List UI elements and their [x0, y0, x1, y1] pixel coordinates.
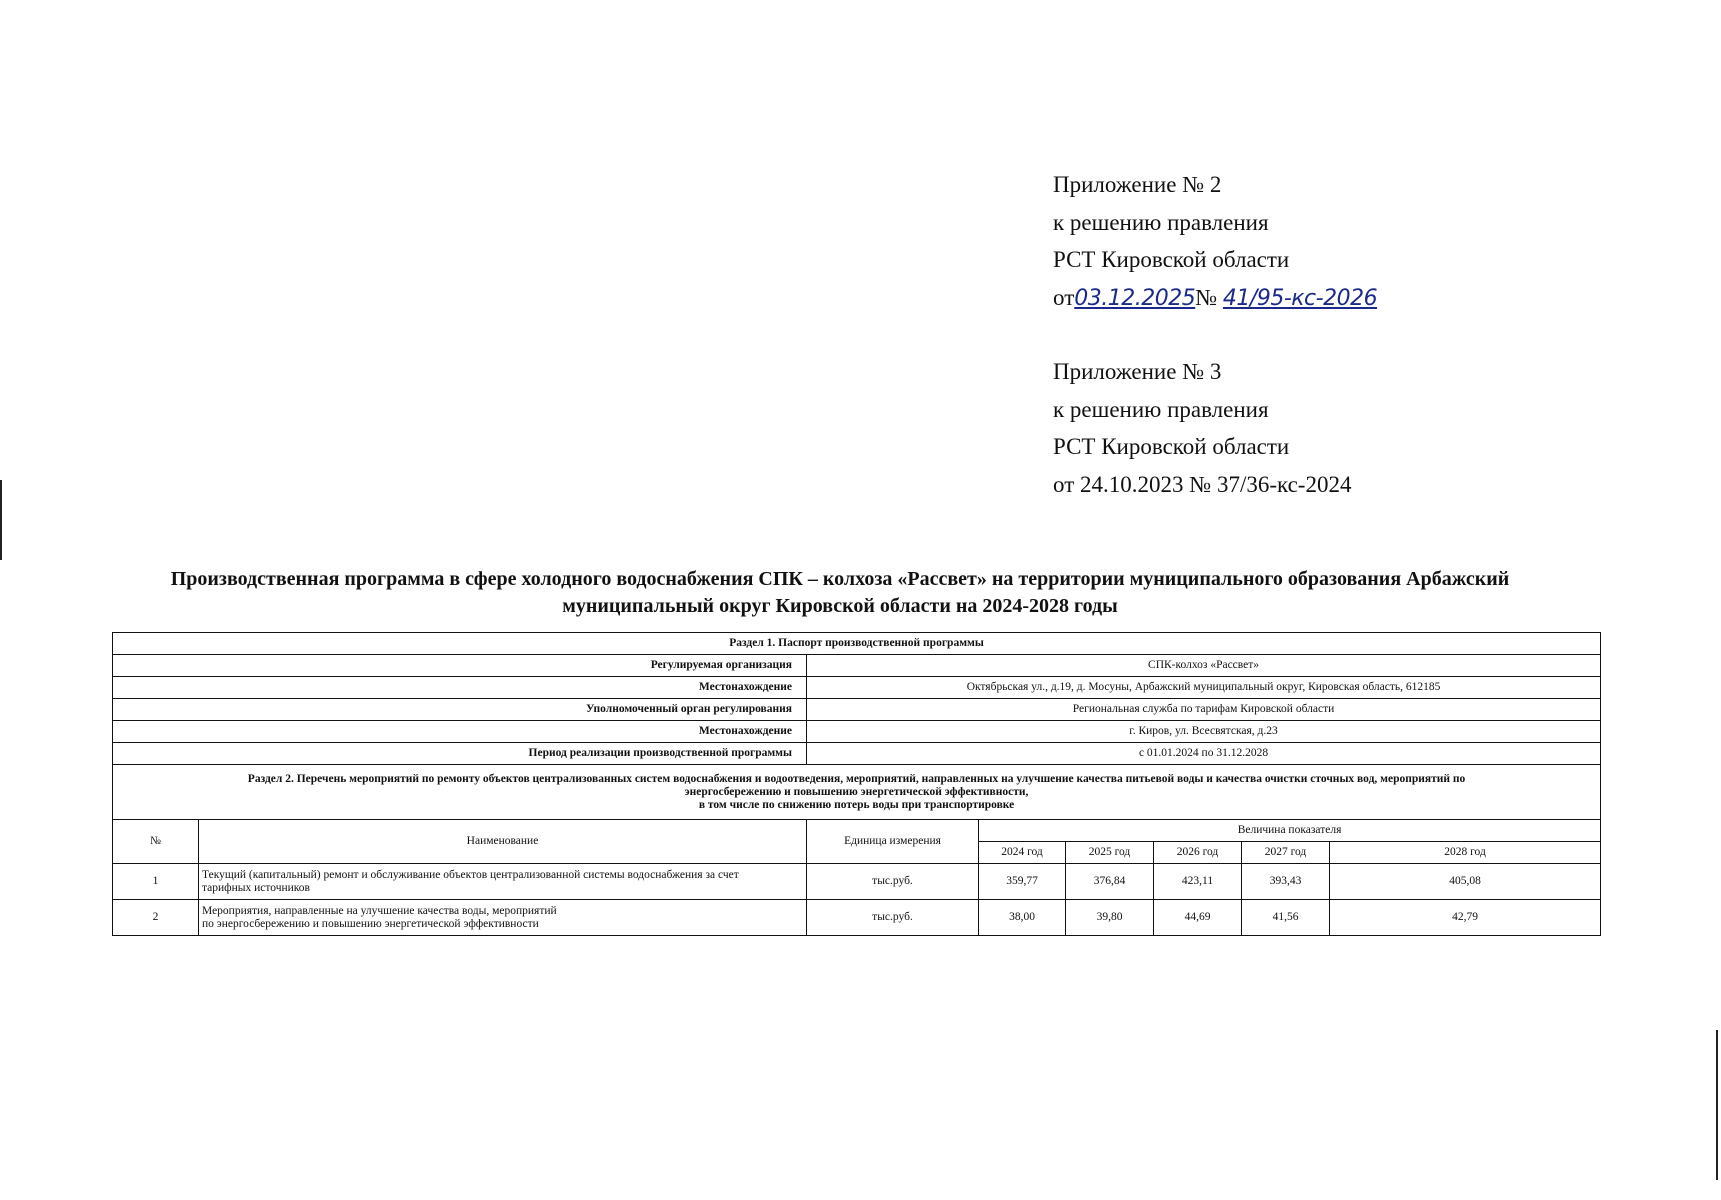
- measures-header-row: [113, 820, 1601, 842]
- value-cell: 393,43: [1242, 864, 1330, 900]
- passport-value: Региональная служба по тарифам Кировской области: [807, 699, 1601, 721]
- column-header-unit: Единица измерения: [807, 820, 979, 864]
- value-cell: 38,00: [979, 900, 1066, 936]
- passport-row: [113, 699, 1601, 721]
- passport-value: г. Киров, ул. Всесвятская, д.23: [807, 721, 1601, 743]
- attachment-2-title: Приложение № 2: [1053, 172, 1222, 197]
- value-cell: 42,79: [1330, 900, 1601, 936]
- attachment-3-block: [1053, 353, 1351, 503]
- value-cell: 39,80: [1066, 900, 1154, 936]
- attachment-3-decision: к решению правления: [1053, 396, 1269, 422]
- measure-unit: тыс.руб.: [807, 900, 979, 936]
- value-cell: 376,84: [1066, 864, 1154, 900]
- column-header-value: Величина показателя: [979, 820, 1601, 842]
- table-row: [113, 900, 1601, 936]
- section-2-heading-row: [113, 765, 1601, 820]
- passport-row: [113, 655, 1601, 677]
- row-number: 1: [113, 864, 199, 900]
- attachment-2-authority: РСТ Кировской области: [1053, 247, 1290, 272]
- value-cell: 405,08: [1330, 864, 1601, 900]
- attachment-3-date-number: от 24.10.2023 № 37/36-кс-2024: [1053, 471, 1352, 497]
- attachment-3-authority: РСТ Кировской области: [1053, 434, 1290, 459]
- document-title: [140, 566, 1540, 620]
- document-title-line-1: Производственная программа в сфере холодного водоснабжения СПК – колхоза «Рассвет» на территории муниципального образования Арбажский: [170, 568, 1510, 590]
- section-2-heading-line-1: Раздел 2. Перечень мероприятий по ремонту объектов централизованных систем водоснабжения и водоотведения, мероприятий, направленных на улучшение качества питьевой воды и качества очистки сточных вод, мероприятий по: [247, 772, 1466, 785]
- handwritten-number: 41/95-кс-2026: [1222, 285, 1378, 311]
- handwritten-date: 03.12.2025: [1074, 285, 1196, 311]
- section-2-heading-line-3: в том числе по снижению потерь воды при транспортировке: [698, 798, 1015, 811]
- section-2-heading-line-2: энергосбережению и повышению энергетической эффективности,: [684, 785, 1029, 798]
- passport-label: Регулируемая организация: [113, 655, 807, 677]
- from-prefix: от: [1053, 284, 1075, 310]
- value-cell: 423,11: [1154, 864, 1242, 900]
- production-program-table: [112, 632, 1601, 936]
- value-cell: 359,77: [979, 864, 1066, 900]
- passport-label: Уполномоченный орган регулирования: [113, 699, 807, 721]
- passport-label: Местонахождение: [113, 677, 807, 699]
- value-cell: 44,69: [1154, 900, 1242, 936]
- row-number: 2: [113, 900, 199, 936]
- column-header-number: №: [113, 820, 199, 864]
- measure-name: [199, 864, 807, 900]
- year-header: 2025 год: [1066, 842, 1154, 864]
- column-header-name: Наименование: [199, 820, 807, 864]
- table-row: [113, 864, 1601, 900]
- section-1-heading-row: [113, 633, 1601, 655]
- measure-unit: тыс.руб.: [807, 864, 979, 900]
- measure-name-line-1: Текущий (капитальный) ремонт и обслуживание объектов централизованной системы водоснабжения за счет: [202, 868, 739, 881]
- passport-value: Октябрьская ул., д.19, д. Мосуны, Арбажский муниципальный округ, Кировская область, 612185: [807, 677, 1601, 699]
- section-2-heading: [113, 765, 1601, 820]
- passport-row: [113, 677, 1601, 699]
- attachment-2-block: [1053, 166, 1377, 317]
- value-cell: 41,56: [1242, 900, 1330, 936]
- measure-name-line-2: тарифных источников: [202, 881, 310, 894]
- document-title-line-2: муниципальный округ Кировской области на 2024-2028 годы: [562, 595, 1118, 617]
- measure-name: [199, 900, 807, 936]
- passport-value: СПК-колхоз «Рассвет»: [807, 655, 1601, 677]
- section-1-heading: Раздел 1. Паспорт производственной программы: [113, 633, 1601, 655]
- attachment-2-date-number: [1053, 279, 1377, 318]
- measure-name-line-2: по энергосбережению и повышению энергетической эффективности: [202, 917, 539, 930]
- measure-name-line-1: Мероприятия, направленные на улучшение качества воды, мероприятий: [202, 904, 557, 917]
- passport-value: с 01.01.2024 по 31.12.2028: [807, 743, 1601, 765]
- passport-label: Период реализации производственной программы: [113, 743, 807, 765]
- passport-row: [113, 743, 1601, 765]
- year-header: 2024 год: [979, 842, 1066, 864]
- passport-row: [113, 721, 1601, 743]
- scan-edge-mark: [1716, 1030, 1718, 1180]
- attachment-2-decision: к решению правления: [1053, 209, 1269, 235]
- year-header: 2026 год: [1154, 842, 1242, 864]
- year-header: 2028 год: [1330, 842, 1601, 864]
- year-header: 2027 год: [1242, 842, 1330, 864]
- passport-label: Местонахождение: [113, 721, 807, 743]
- scan-edge-mark: [0, 480, 2, 560]
- number-sign: №: [1195, 284, 1218, 310]
- attachment-3-title: Приложение № 3: [1053, 359, 1222, 384]
